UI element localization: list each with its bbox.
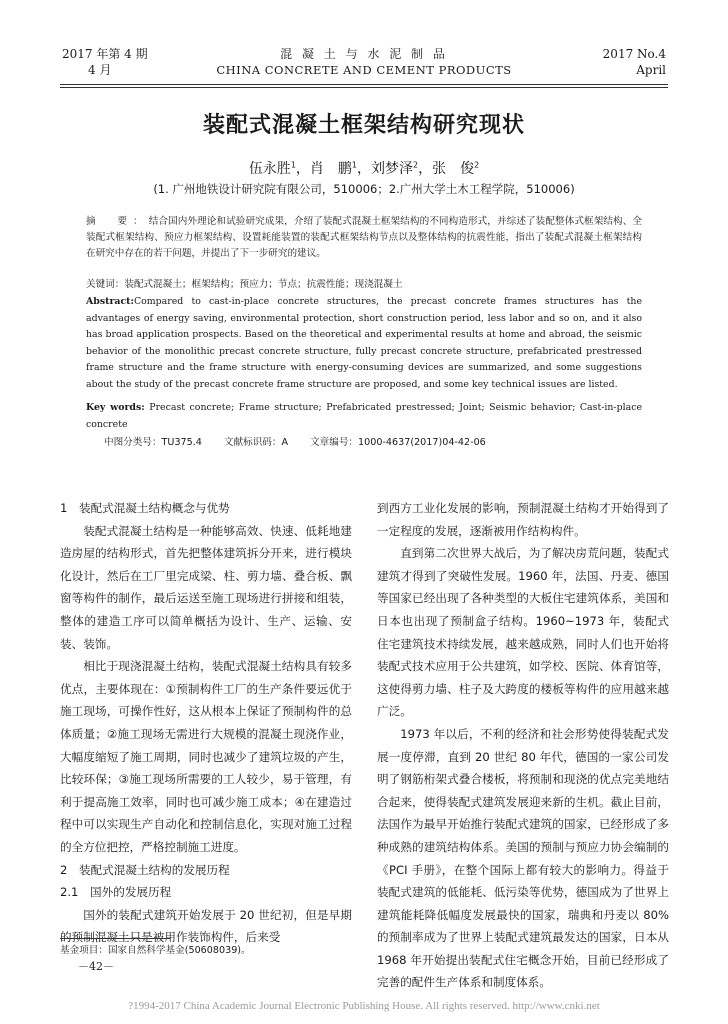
abstract-en-label: Abstract: <box>86 296 134 307</box>
issue-year: 2017 年第 4 期 <box>62 47 148 61</box>
classification-line <box>104 434 508 448</box>
header-rule-thin <box>60 87 668 88</box>
month-en: April <box>636 63 666 77</box>
subsection-heading: 2.1 国外的发展历程 <box>60 885 172 900</box>
body-paragraph: 装配式混凝土结构是一种能够高效、快速、低耗地建造房屋的结构形式，首先把整体建筑拆分开来，进行模块化设计，然后在工厂里完成梁、柱、剪力墙、叠合板、飘窗等构件的制作，最后运送至施工现场进行拼接和组装，整体的建造工序可以简单概括为设计、生产、运输、安装、装饰。 <box>60 523 352 651</box>
body-paragraph: 国外的装配式建筑开始发展于 20 世纪初，但是早期的预制混凝土只是被用作装饰构件，后来受 <box>60 907 352 945</box>
author-name: 张 俊 <box>432 161 475 177</box>
funding-footnote: 基金项目：国家自然科学基金(50608039)。 <box>60 945 251 956</box>
abstract-en-text: Compared to cast-in-place concrete structures, the precast concrete frames structures has the advantages of energy saving, environmental protection, short construction period, less labor and so on, and it also has broad application prospects. Based on the theoretical and experimental results at home and abroad, the seismic behavior of the monolithic precast concrete structure, fully precast concrete structure, prefabricated prestressed frame structure and the frame structure with energy-consuming devices are summarized, and some suggestions about the study of the precast concrete frame structure are proposed, and some key technical issues are listed. <box>86 296 642 390</box>
author-affil-mark: 2 <box>413 160 419 170</box>
journal-title-cn: 混 凝 土 与 水 泥 制 品 <box>280 47 448 61</box>
section-heading: 2 装配式混凝土结构的发展历程 <box>60 862 230 877</box>
keywords-en-text: Precast concrete; Frame structure; Prefabricated prestressed; Joint; Seismic behavior; Cast-in-place concrete <box>86 402 642 430</box>
author-affil-mark: 2 <box>474 160 480 170</box>
journal-title-en: CHINA CONCRETE AND CEMENT PRODUCTS <box>216 63 512 77</box>
keywords-en <box>86 400 642 433</box>
article-number: 文章编号：1000-4637(2017)04-42-06 <box>310 437 486 448</box>
section-heading: 1 装配式混凝土结构概念与优势 <box>60 501 230 515</box>
body-left-column <box>60 497 352 949</box>
keywords-cn <box>86 277 642 293</box>
body-paragraph: 1973 年以后，不利的经济和社会形势使得装配式发展一度停滞，直到 20 世纪 80 年代，德国的一家公司发明了钢筋桁架式叠合楼板，将预制和现浇的优点完美地结合起来，使得装配式建筑发展迎来新的生机。截止目前，法国作为最早开始推行装配式建筑的国家，已经形成了多种成熟的建筑结构体系。美国的预制与预应力协会编制的《PCI 手册》，在整个国际上都有较大的影响力。得益于装配式建筑的低能耗、低污染等优势，德国成为了世界上建筑能耗降低幅度发展最快的国家，瑞典和丹麦以 80% 的预制率成为了世界上装配式建筑最发达的国家，日本从 1968 年开始提出装配式住宅概念开始，目前已经形成了完善的配件生产体系和制度体系。 <box>377 726 669 990</box>
issue-en: 2017 No.4 <box>602 47 666 61</box>
keywords-en-label: Key words: <box>86 402 145 413</box>
author-name: 肖 鹏 <box>309 161 352 177</box>
page-number: －42－ <box>78 960 114 973</box>
header-rule <box>60 84 668 85</box>
paper-title: 装配式混凝土框架结构研究现状 <box>202 113 525 138</box>
abstract-cn-text: 结合国内外理论和试验研究成果，介绍了装配式混凝土框架结构的不同构造形式，并综述了装配整体式框架结构、全装配式框架结构、预应力框架结构、设置耗能装置的装配式框架结构节点以及整体结构的抗震性能，指出了装配式混凝土框架结构在研究中存在的若干问题，并提出了下一步研究的建议。 <box>86 216 643 260</box>
abstract-cn-label: 摘 要： <box>86 216 149 227</box>
author-affil-mark: 1 <box>290 160 296 170</box>
abstract-en <box>86 294 642 394</box>
author-name: 刘梦泽 <box>371 161 413 177</box>
body-paragraph: 直到第二次世界大战后，为了解决房荒问题，装配式建筑才得到了突破性发展。1960 年，法国、丹麦、德国等国家已经出现了各种类型的大板住宅建筑体系，美国和日本也出现了预制盒子结构。1960~1973 年，装配式住宅建筑技术持续发展，越来越成熟，同时人们也开始将装配式技术应用于公共建筑，如学校、医院、体育馆等，这使得剪力墙、柱子及大跨度的楼板等构件的应用越来越广泛。 <box>377 546 669 719</box>
document-code: 文献标识码：A <box>223 437 289 448</box>
body-right-column <box>377 497 669 994</box>
abstract-cn <box>86 214 642 263</box>
affiliation: (1. 广州地铁设计研究院有限公司，510006；2.广州大学土木工程学院，510006) <box>153 182 575 196</box>
author-name: 伍永胜 <box>248 161 291 177</box>
footnote-rule <box>60 938 170 939</box>
keywords-cn-text: 装配式混凝土；框架结构；预应力；节点；抗震性能；现浇混凝土 <box>124 279 403 290</box>
author-list: 伍永胜$^1$，肖 鹏$^1$，刘梦泽$^2$，张 俊$^2$ <box>248 160 480 177</box>
body-paragraph-continued: 到西方工业化发展的影响，预制混凝土结构才开始得到了一定程度的发展，逐渐被用作结构构件。 <box>377 501 669 538</box>
body-paragraph: 相比于现浇混凝土结构，装配式混凝土结构具有较多优点，主要体现在：①预制构件工厂的生产条件要远优于施工现场，可操作性好，这从根本上保证了预制构件的总体质量；②施工现场无需进行大规模的混凝土现浇作业，大幅度缩短了施工周期，同时也减少了建筑垃圾的产生，比较环保；③施工现场所需要的工人较少，易于管理，有利于提高施工效率，同时也可减少施工成本；④在建造过程中可以实现生产自动化和控制信息化，实现对施工过程的全方位把控，严格控制施工进度。 <box>60 659 352 854</box>
keywords-cn-label: 关键词： <box>86 279 125 290</box>
clc-number: 中图分类号：TU375.4 <box>104 437 202 448</box>
running-header-right <box>603 46 666 78</box>
copyright-line: ?1994-2017 China Academic Journal Electronic Publishing House. All rights reserved. http://www.cnki.net <box>128 1000 600 1012</box>
issue-month: 4 月 <box>88 63 112 77</box>
author-affil-mark: 1 <box>351 160 357 170</box>
